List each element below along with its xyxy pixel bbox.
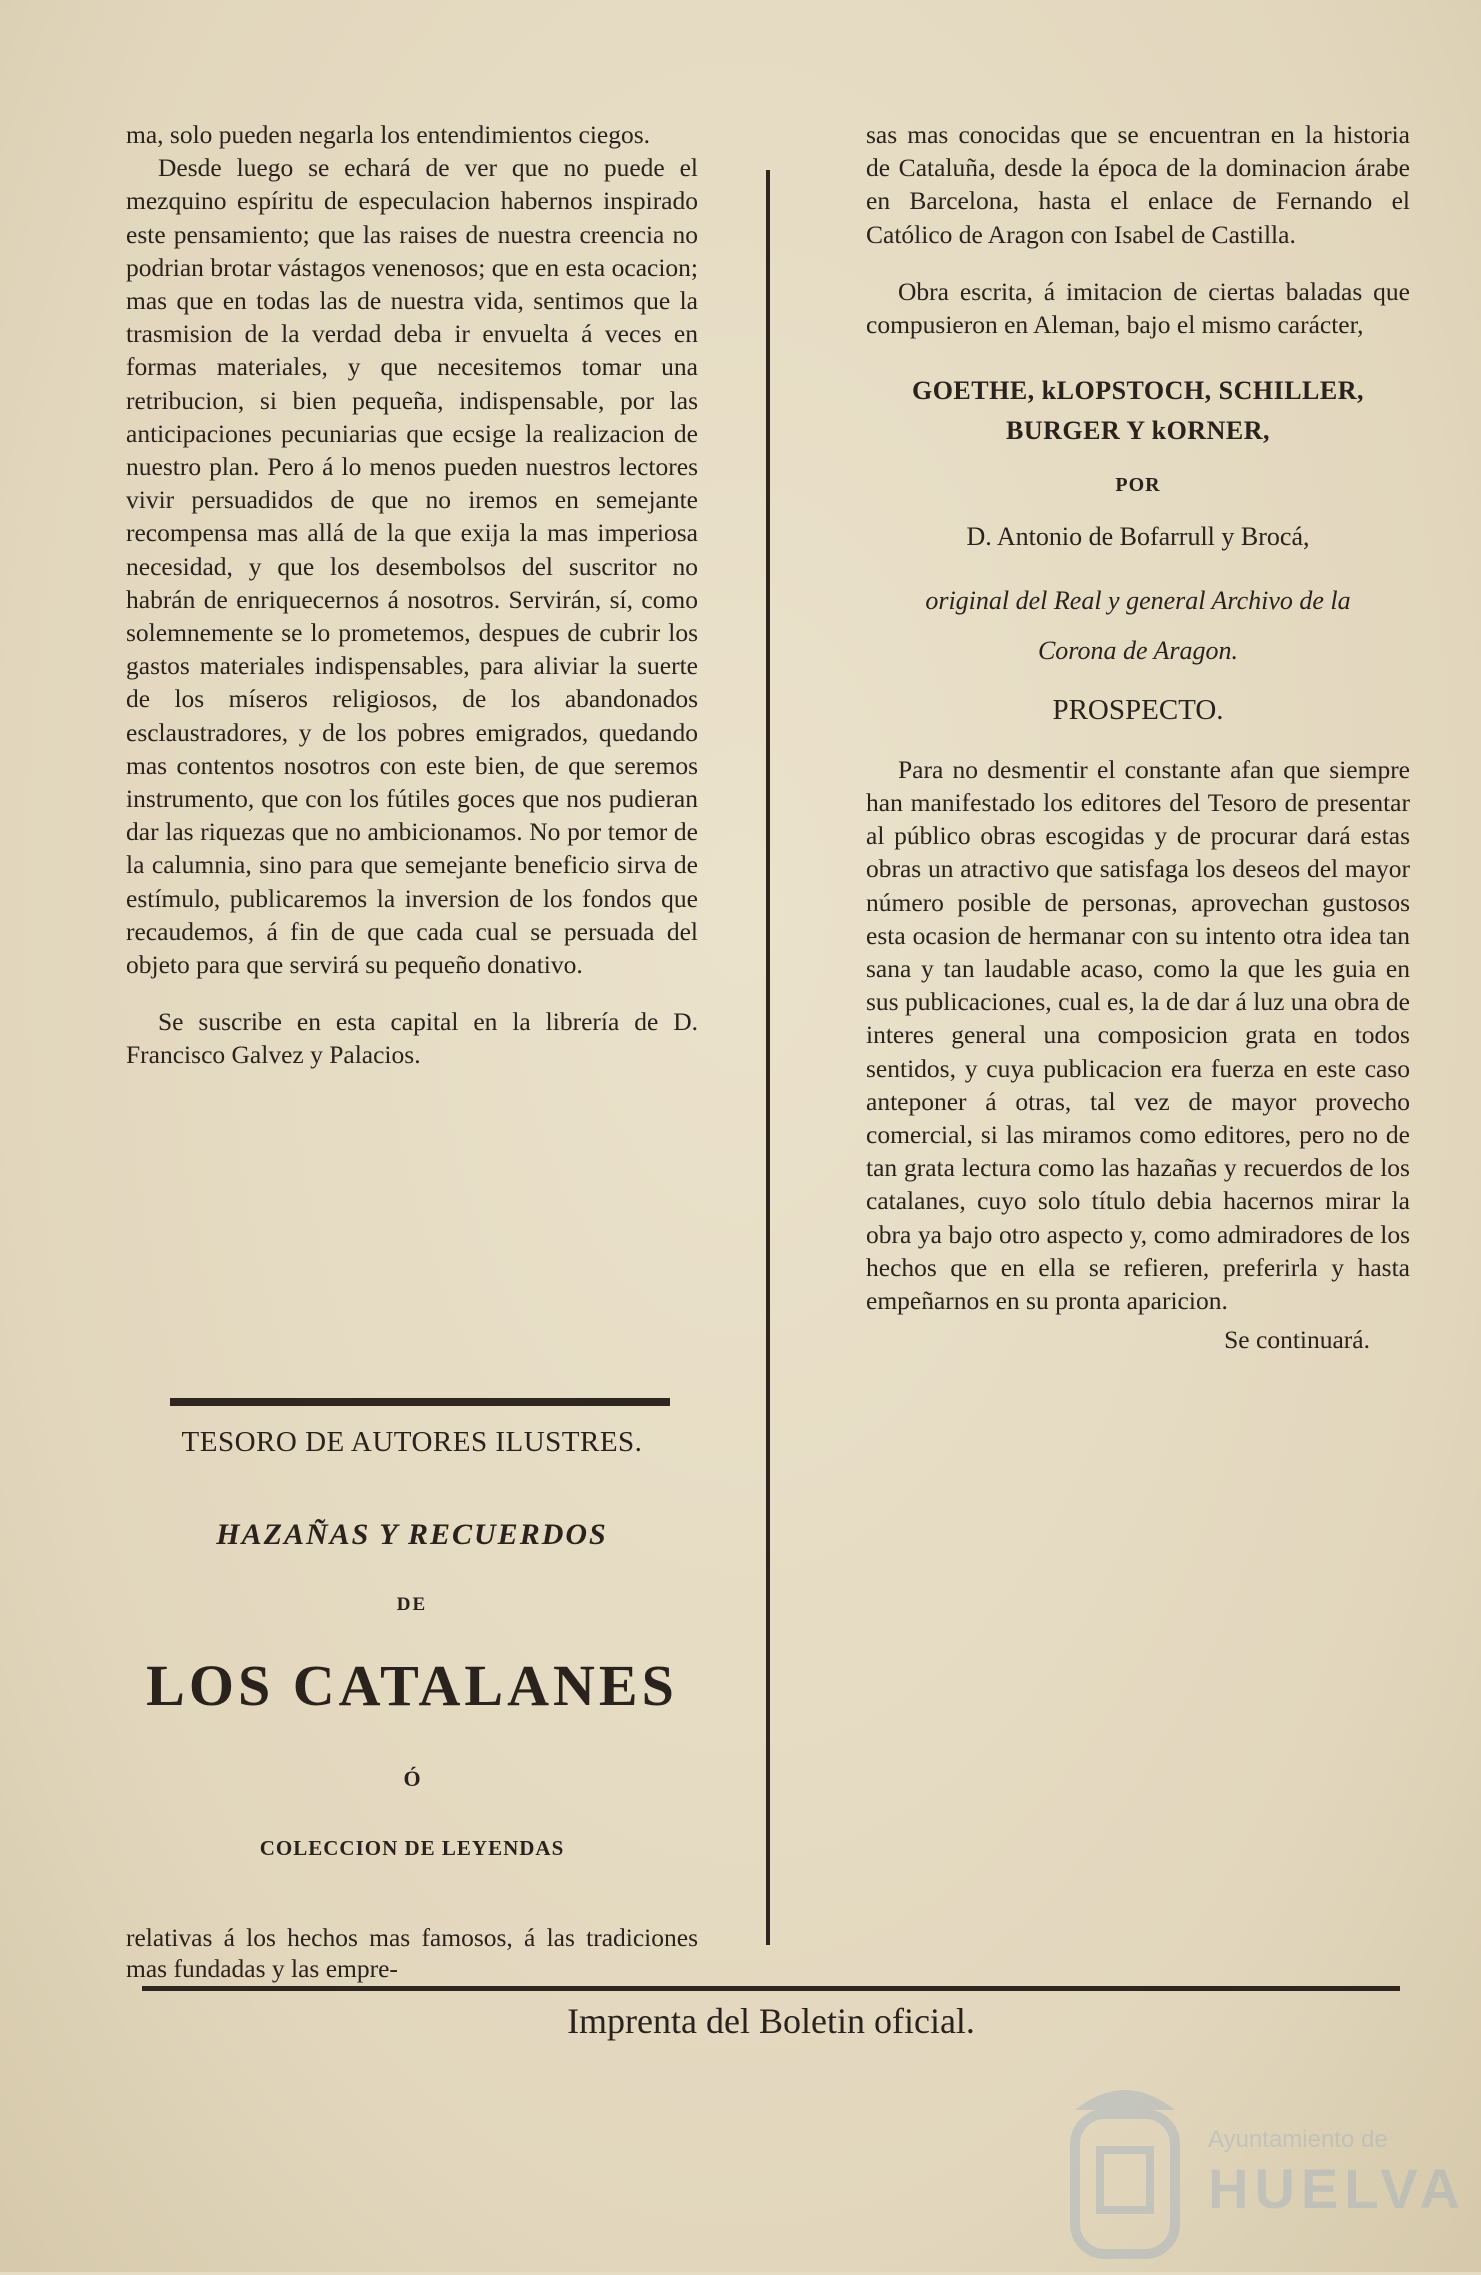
title-connector: DE — [396, 1594, 428, 1615]
series-title: TESORO DE AUTORES ILUSTRES. — [181, 1426, 643, 1458]
footer-rule — [142, 1986, 1400, 1991]
continuation-note: Se continuará. — [1224, 1325, 1370, 1355]
title-conjunction: Ó — [403, 1766, 421, 1791]
subscription-paragraph: Se suscribe en esta capital en la librería de D. Francisco Galvez y Palacios. — [126, 1007, 698, 1070]
por-label: POR — [1115, 474, 1161, 497]
author-name: D. Antonio de Bofarrull y Brocá, — [966, 522, 1310, 552]
column-divider — [766, 170, 770, 1945]
obra-paragraph: Obra escrita, á imitacion de ciertas baladas que compusieron en Aleman, bajo el mismo carácter, — [866, 276, 1410, 340]
watermark-line: Ayuntamiento de — [1208, 2126, 1388, 2153]
printer-imprint: Imprenta del Boletin oficial. — [567, 2001, 975, 2041]
prospecto-paragraph: Para no desmentir el constante afan que siempre han manifestado los editores del Tesoro de presentar al público obras escogidas y de procurar dará estas obras un atractivo que satisfaga los deseos del mayor número posible de personas, aprovechan gustosos esta ocasion de hermanar con su intento otra idea tan sana y tan laudable acaso, como la que les guia en sus publicaciones, cual es, la de dar á luz una obra de interes general una composicion grata en todos sentidos, y cuya publicacion era fuerza en este caso anteponer á otras, tal vez de mayor provecho comercial, si las miramos como editores, pero no de tan grata lectura como las hazañas y recuerdos de los catalanes, cuyo solo título debia hacernos mirar la obra ya bajo otro aspecto y, como admiradores de los hechos que en ella se refieren, preferirla y hasta empeñarnos en su pronta aparicion. — [866, 754, 1410, 1316]
author-affiliation — [866, 576, 1410, 676]
catalanes-heading: LOS CATALANES — [146, 1653, 678, 1718]
archive-watermark — [1060, 2070, 1466, 2270]
crest-icon — [1060, 2070, 1190, 2270]
continuation-paragraph: ma, solo pueden negarla los entendimientos ciegos. — [126, 120, 651, 149]
authors-line: BURGER Y kORNER, — [1006, 416, 1270, 446]
section-divider — [170, 1398, 670, 1406]
work-title: HAZAÑAS Y RECUERDOS — [216, 1518, 608, 1551]
watermark-city: HUELVA — [1208, 2157, 1466, 2220]
right-column — [866, 118, 1410, 1356]
intro-paragraph: sas mas conocidas que se encuentran en la historia de Cataluña, desde la época de la dominacion árabe en Barcelona, hasta el enlace de Fernando el Católico de Aragon con Isabel de Castilla. — [866, 120, 1410, 249]
subtitle: COLECCION DE LEYENDAS — [259, 1836, 565, 1860]
subtitle-continuation: relativas á los hechos mas famosos, á las tradiciones mas fundadas y las empre- — [126, 1923, 698, 1983]
affiliation-line: original del Real y general Archivo de la — [925, 585, 1351, 615]
authors-line: GOETHE, kLOPSTOCH, SCHILLER, — [911, 376, 1365, 406]
prospecto-heading: PROSPECTO. — [1052, 693, 1224, 726]
body-paragraph: Desde luego se echará de ver que no puede el mezquino espíritu de especulacion habernos inspirado este pensamiento; que las raises de nuestra creencia no podrian brotar vástagos venenosos; que en esta ocacion; mas que en todas las de nuestra vida, sentimos que la trasmision de la verdad deba ir envuelta á veces en formas materiales, y que necesitemos tomar una retribucion, si bien pequeña, indispensable, por las anticipaciones pecuniarias que ecsige la realizacion de nuestro plan. Pero á lo menos pueden nuestros lectores vivir persuadidos de que no iremos en semejante recompensa mas allá de la que exija la mas imperiosa necesidad, y que los desembolsos del suscritor no habrán de enriquecernos á nosotros. Servirán, sí, como solemnemente se lo prometemos, despues de cubrir los gastos materiales indispensables, para aliviar la suerte de los míseros religiosos, de los abandonados esclaustradores, y de los pobres emigrados, quedando mas contentos nosotros con este bien, de que seremos instrumento, que con los fútiles goces que nos pudieran dar las riquezas que no ambicionamos. No por temor de la calumnia, sino para que semejante beneficio sirva de estímulo, publicaremos la inversion de los fondos que recaudemos, á fin de que cada cual se persuada del objeto para que servirá su pequeño donativo. — [126, 153, 698, 980]
affiliation-line: Corona de Aragon. — [1037, 635, 1239, 665]
authors-block — [866, 371, 1410, 451]
left-column — [126, 118, 698, 1072]
